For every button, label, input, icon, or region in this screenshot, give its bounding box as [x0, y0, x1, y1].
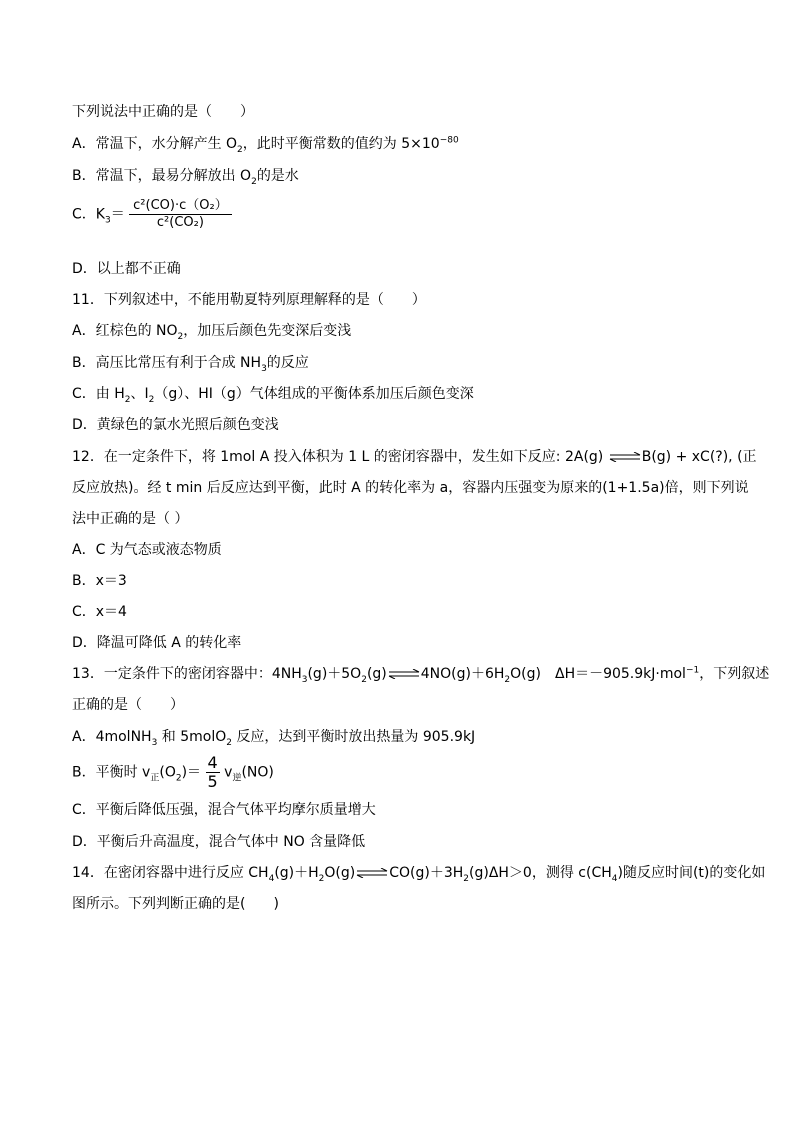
q12-option-c: C．x＝4: [72, 604, 127, 620]
fraction-denominator: 5: [207, 772, 218, 791]
fraction-denominator: c²(CO₂): [129, 214, 232, 231]
q12-stem-line2: 反应放热)。经 t min 后反应达到平衡，此时 A 的转化率为 a，容器内压强变为原来的(1+1.5a)倍，则下列说: [72, 480, 749, 496]
equilibrium-arrow-icon: [608, 452, 642, 462]
q11-stem: 11．下列叙述中，不能用勒夏特列原理解释的是（ ）: [72, 292, 426, 308]
q12-stem-line1: 12．在一定条件下，将 1mol A 投入体积为 1 L 的密闭容器中，发生如下反应: 2A(g) B(g) + xC(?), (正: [72, 449, 757, 465]
q11-option-a: A．红棕色的 $NO_2$，加压后颜色先变深后变浅: [72, 323, 352, 342]
q13-option-d: D．平衡后升高温度，混合气体中 NO 含量降低: [72, 834, 366, 850]
q14-stem-line1: 14．在密闭容器中进行反应 $CH_4(g)+H_2O(g)$ $CO(g)+3H_2(g)\Delta H>0$，测得 $c(CH_4)$随反应时间(t)的变化如: [72, 865, 766, 884]
q10-option-c: C．$K_3=$ $\frac{\text{c²(CO)·c（O₂）}}{\text{c²(CO₂)}}$: [72, 198, 232, 231]
q12-option-a: A．C 为气态或液态物质: [72, 542, 222, 558]
equilibrium-constant-fraction: [129, 198, 232, 231]
q11-option-d: D．黄绿色的氯水光照后颜色变浅: [72, 417, 279, 433]
q10-option-a: A．常温下，水分解产生 $O_2$，此时平衡常数的值约为 $5\times 10^{-80}$: [72, 135, 459, 155]
q13-option-c: C．平衡后降低压强，混合气体平均摩尔质量增大: [72, 802, 376, 818]
rate-ratio-fraction: [206, 754, 220, 791]
q10-option-b: B．常温下，最易分解放出 $O_2$的是水: [72, 168, 299, 187]
q12-stem-line3: 法中正确的是（ ）: [72, 511, 189, 527]
q11-option-c: C．由 $H_2$、$I_2(g)$、HI（g）气体组成的平衡体系加压后颜色变深: [72, 386, 474, 405]
q14-stem-line2: 图所示。下列判断正确的是( ): [72, 896, 279, 912]
equilibrium-arrow-icon: [355, 868, 389, 878]
fraction-numerator: c²(CO)·c（O₂）: [133, 198, 228, 213]
q13-option-a: A．4molNH$_3$ 和 5molO$_2$ 反应，达到平衡时放出热量为 905.9kJ: [72, 729, 476, 748]
equilibrium-arrow-icon: [387, 669, 421, 679]
q11-option-b: B．高压比常压有利于合成 $NH_3$的反应: [72, 355, 309, 374]
q12-option-d: D．降温可降低 A 的转化率: [72, 635, 242, 651]
fraction-numerator: 4: [207, 753, 218, 772]
q12-option-b: B．x＝3: [72, 573, 127, 589]
q10-stem: 下列说法中正确的是（ ）: [72, 104, 254, 120]
q13-stem-line2: 正确的是（ ）: [72, 697, 184, 713]
q13-option-b: B．平衡时 $v_正(O_2)=$ $\frac{4}{5}$ $v_逆(NO)$: [72, 753, 274, 791]
q13-stem-line1: 13．一定条件下的密闭容器中：$4NH_3(g)+5O_2(g)$ $4NO(g)+6H_2O(g)$ ΔH＝－905.9kJ·mol$^{-1}$，下列叙述: [72, 665, 770, 685]
q10-option-d: D．以上都不正确: [72, 261, 181, 277]
